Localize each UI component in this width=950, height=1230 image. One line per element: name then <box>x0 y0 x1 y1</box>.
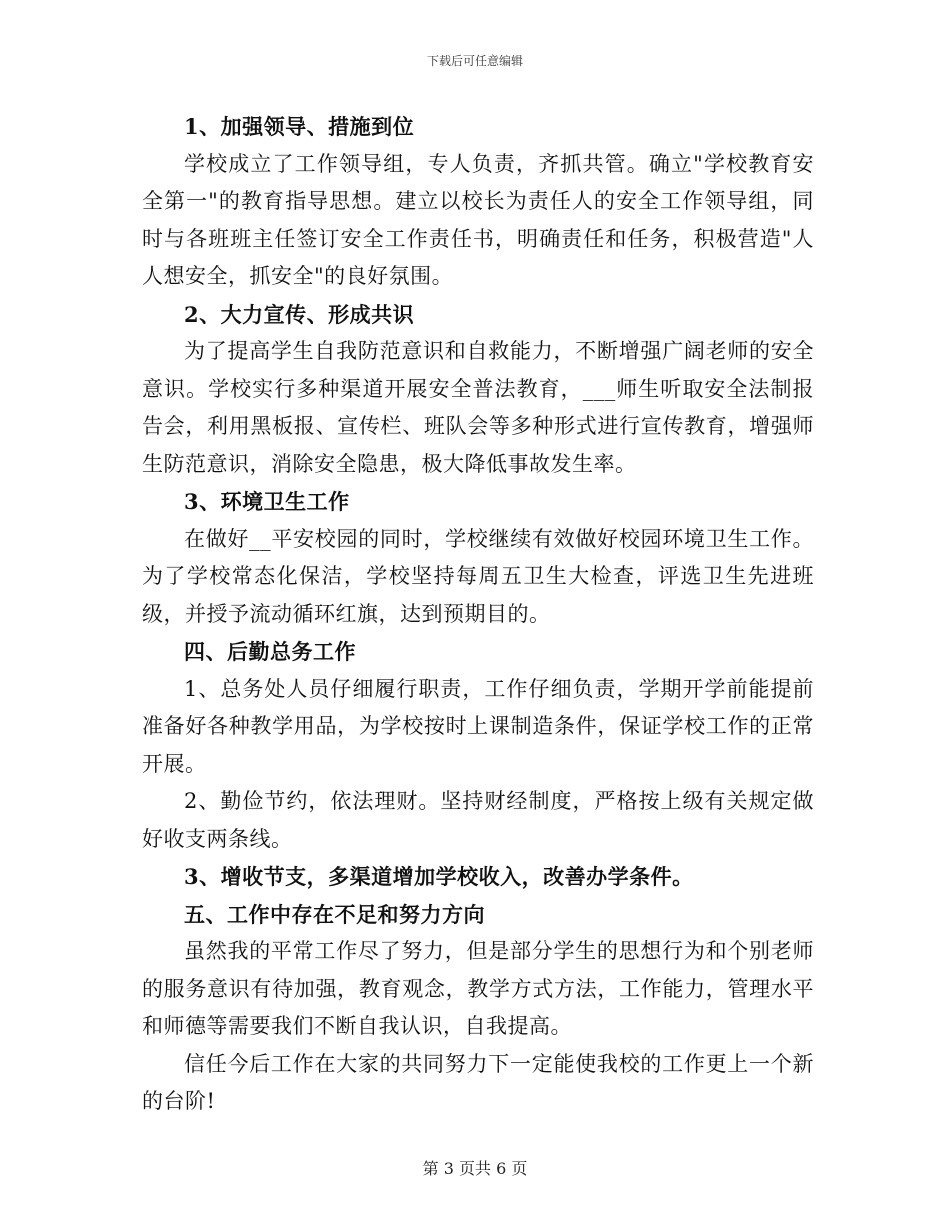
section-heading-hygiene: 3、环境卫生工作 <box>184 489 350 514</box>
paragraph-logistics-1: 1、总务处人员仔细履行职责，工作仔细负责，学期开学前能提前准备好各种教学用品，为学校按时上课制造条件，保证学校工作的正常开展。 <box>142 676 814 776</box>
paragraph-hygiene: 在做好__平安校园的同时，学校继续有效做好校园环境卫生工作。为了学校常态化保洁，学校坚持每周五卫生大检查，评选卫生先进班级，并授予流动循环红旗，达到预期目的。 <box>142 526 814 626</box>
paragraph-shortcomings: 虽然我的平常工作尽了努力，但是部分学生的思想行为和个别老师的服务意识有待加强，教育观念，教学方式方法，工作能力，管理水平和师德等需要我们不断自我认识，自我提高。 <box>142 939 814 1038</box>
section-heading-leadership: 1、加强领导、措施到位 <box>184 114 415 139</box>
paragraph-publicity: 为了提高学生自我防范意识和自救能力，不断增强广阔老师的安全意识。学校实行多种渠道开展安全普法教育，___师生听取安全法制报告会，利用黑板报、宣传栏、班队会等多种形式进行宣传教育，增强师生防范意识，消除安全隐患，极大降低事故发生率。 <box>142 339 814 476</box>
section-heading-publicity: 2、大力宣传、形成共识 <box>184 301 415 327</box>
paragraph-logistics-3: 3、增收节支，多渠道增加学校收入，改善办学条件。 <box>184 864 694 889</box>
header-note: 下载后可任意编辑 <box>426 54 523 68</box>
paragraph-leadership: 学校成立了工作领导组，专人负责，齐抓共管。确立"学校教育安全第一"的教育指导思想。建立以校长为责任人的安全工作领导组，同时与各班班主任签订安全工作责任书，明确责任和任务，积极营造"人人想安全，抓安全"的良好氛围。 <box>142 151 814 288</box>
paragraph-closing: 信任今后工作在大家的共同努力下一定能使我校的工作更上一个新的台阶! <box>142 1051 814 1113</box>
page-number: 第 3 页共 6 页 <box>422 1159 528 1178</box>
paragraph-logistics-2: 2、勤俭节约，依法理财。坚持财经制度，严格按上级有关规定做好收支两条线。 <box>142 789 814 851</box>
document-body <box>142 108 814 1121</box>
section-heading-shortcomings: 五、工作中存在不足和努力方向 <box>184 901 485 927</box>
section-heading-logistics: 四、后勤总务工作 <box>184 639 356 664</box>
